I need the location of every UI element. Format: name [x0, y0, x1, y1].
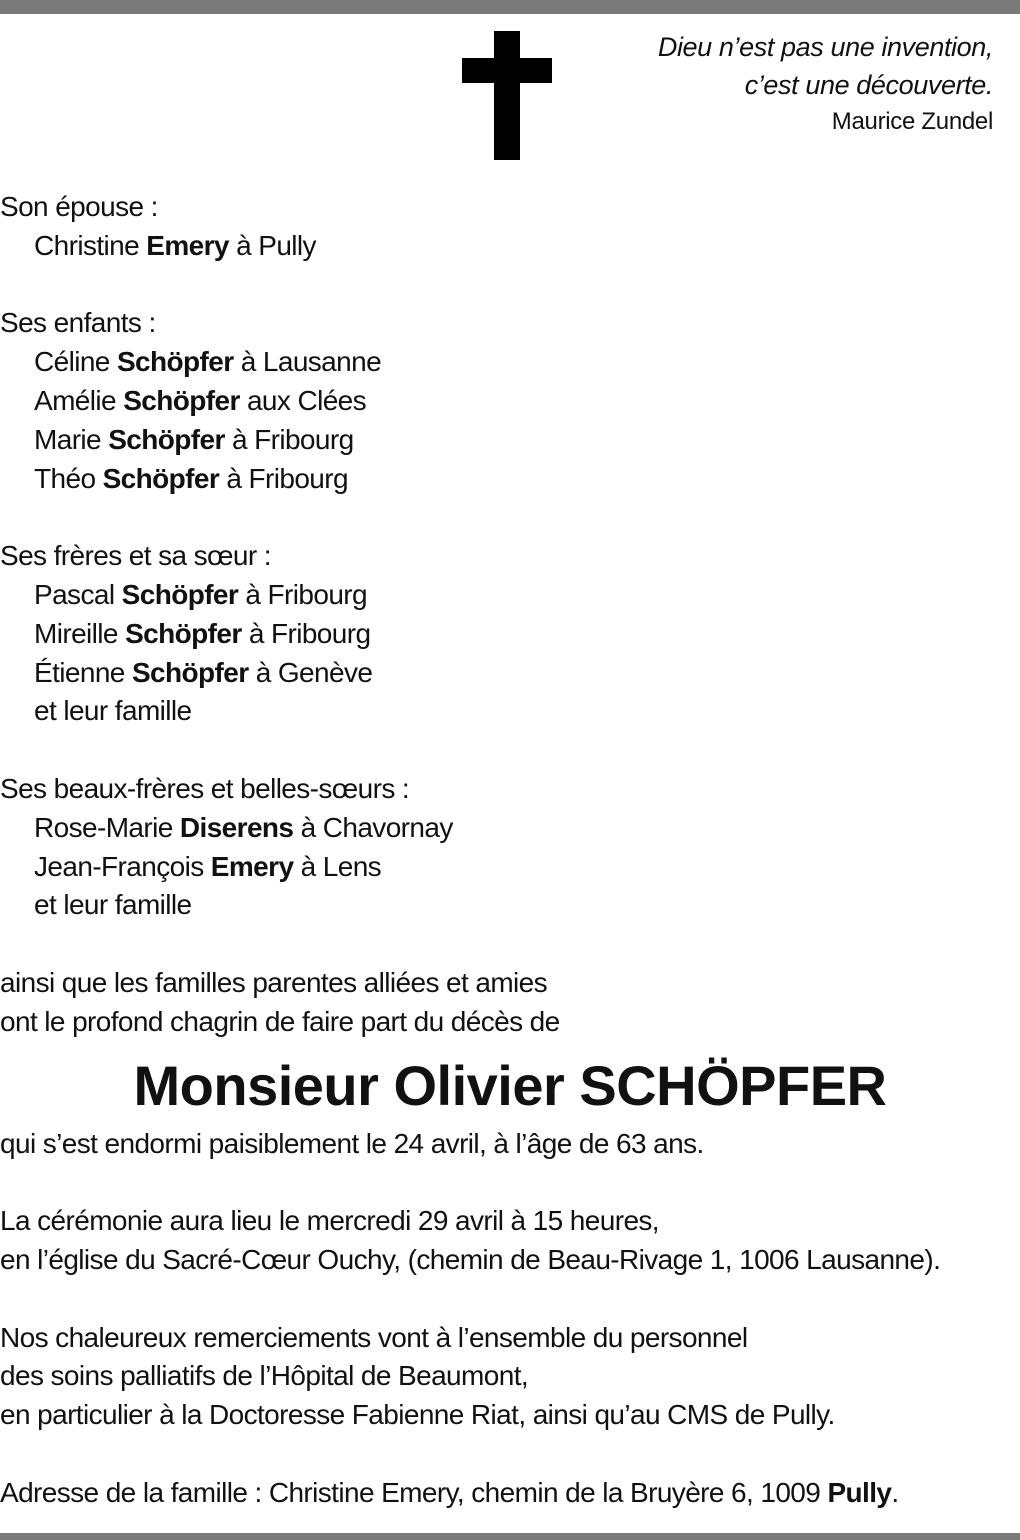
death-line: qui s’est endormi paisiblement le 24 avril, à l’âge de 63 ans. [0, 1127, 704, 1159]
epigraph [658, 28, 993, 140]
quote-author: Maurice Zundel [831, 108, 993, 135]
cross-icon [462, 31, 552, 160]
ceremony-line: en l’église du Sacré-Cœur Ouchy, (chemin de Beau-Rivage 1, 1006 Lausanne). [0, 1243, 941, 1275]
family-member: Amélie Schöpfer aux Clées [34, 384, 367, 416]
family-member: Pascal Schöpfer à Fribourg [34, 578, 368, 610]
section-heading: Ses frères et sa sœur : [0, 540, 271, 572]
family-member: Christine Emery à Pully [34, 229, 316, 261]
family-member: Théo Schöpfer à Fribourg [34, 462, 348, 494]
family-member: Céline Schöpfer à Lausanne [34, 346, 382, 378]
family-member: Mireille Schöpfer à Fribourg [34, 617, 371, 649]
thanks-line: des soins palliatifs de l’Hôpital de Beaumont, [0, 1360, 529, 1392]
quote-line: Dieu n’est pas une invention, [657, 32, 993, 62]
section-heading: Son épouse : [0, 191, 158, 222]
family-closing: et leur famille [34, 889, 192, 921]
section-heading: Ses enfants : [0, 307, 156, 339]
family-member: Rose-Marie Diserens à Chavornay [34, 811, 453, 843]
family-closing: et leur famille [34, 695, 192, 727]
family-member: Jean-François Emery à Lens [34, 850, 382, 882]
family-member: Étienne Schöpfer à Genève [34, 656, 373, 688]
family-address: Adresse de la famille : Christine Emery, chemin de la Bruyère 6, 1009 Pully. [0, 1476, 899, 1508]
quote-line: c’est une découverte. [744, 70, 993, 100]
ceremony-line: La cérémonie aura lieu le mercredi 29 avril à 15 heures, [0, 1205, 659, 1237]
announcement-line: ainsi que les familles parentes alliées et amies [0, 966, 548, 998]
notice-body [0, 188, 1020, 1513]
bottom-rule [0, 1533, 1020, 1540]
deceased-name: Monsieur Olivier SCHÖPFER [133, 1053, 887, 1117]
announcement-line: ont le profond chagrin de faire part du décès de [0, 1005, 560, 1037]
thanks-line: Nos chaleureux remerciements vont à l’ensemble du personnel [0, 1321, 748, 1353]
section-heading: Ses beaux-frères et belles-sœurs : [0, 772, 410, 804]
thanks-line: en particulier à la Doctoresse Fabienne Riat, ainsi qu’au CMS de Pully. [0, 1399, 835, 1431]
top-rule [0, 0, 1020, 14]
family-member: Marie Schöpfer à Fribourg [34, 423, 354, 455]
